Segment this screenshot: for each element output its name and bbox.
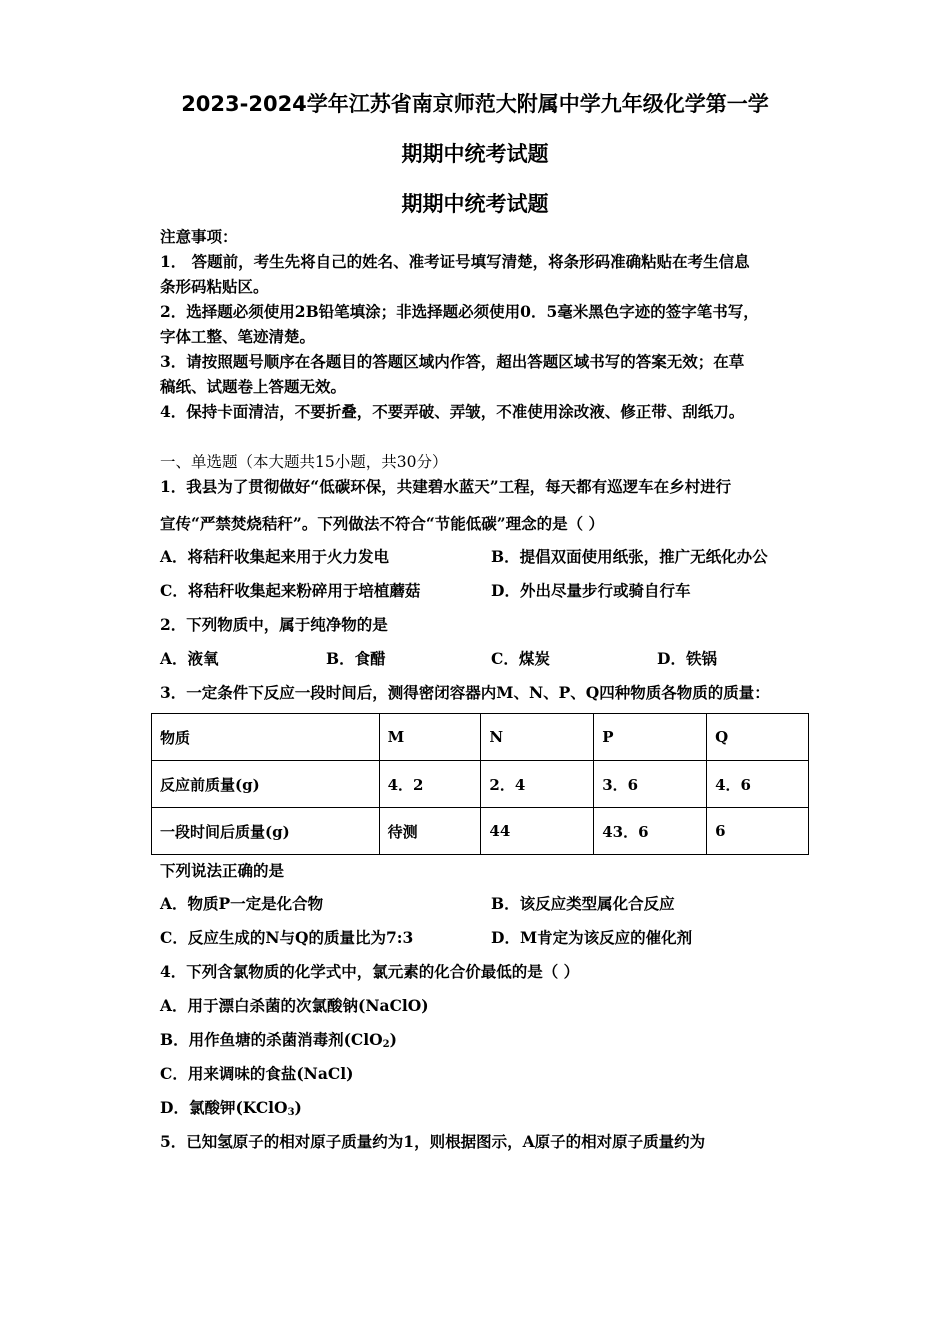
section-heading: 一、单选题（本大题共15小题，共30分） xyxy=(160,453,448,471)
exam-title-line2: 期期中统考试题 xyxy=(401,142,549,166)
table-cell: 43．6 xyxy=(594,808,707,855)
q4-option-d xyxy=(160,1098,302,1123)
q1-stem-cont: 宣传“严禁焚烧秸秆”。下列做法不符合“节能低碳”理念的是（ ） xyxy=(160,514,605,533)
table-cell: 6 xyxy=(707,808,809,855)
table-header-cell: P xyxy=(594,714,707,761)
table-cell: 待测 xyxy=(379,808,481,855)
notice-item-2-cont: 字体工整、笔迹清楚。 xyxy=(160,327,316,346)
q3-prompt: 下列说法正确的是 xyxy=(160,861,285,880)
q4-option-b-close: ) xyxy=(389,1030,397,1049)
q1-option-a: A．将秸秆收集起来用于火力发电 xyxy=(160,547,390,566)
table-cell: 4．6 xyxy=(707,761,809,808)
q2-option-d: D．铁锅 xyxy=(657,649,717,668)
table-cell: 3．6 xyxy=(594,761,707,808)
q2-option-b: B．食醋 xyxy=(326,649,386,668)
q4-option-d-subscript: 3 xyxy=(287,1107,295,1118)
table-header-cell: Q xyxy=(707,714,809,761)
q1-stem: 1．我县为了贯彻做好“低碳环保，共建碧水蓝天”工程，每天都有巡逻车在乡村进行 xyxy=(160,477,732,496)
q2-stem: 2．下列物质中，属于纯净物的是 xyxy=(160,615,388,634)
q1-option-b: B．提倡双面使用纸张，推广无纸化办公 xyxy=(491,547,768,566)
q3-mass-table xyxy=(151,713,809,855)
q5-stem: 5．已知氢原子的相对原子质量约为1，则根据图示，A原子的相对原子质量约为 xyxy=(160,1132,706,1151)
notice-item-4: 4．保持卡面清洁，不要折叠，不要弄破、弄皱，不准使用涂改液、修正带、刮纸刀。 xyxy=(160,402,745,421)
table-header-cell: N xyxy=(481,714,594,761)
q4-option-b-subscript: 2 xyxy=(382,1039,390,1050)
q2-option-a: A．液氧 xyxy=(160,649,219,668)
table-row xyxy=(152,761,809,808)
table-row xyxy=(152,714,809,761)
table-cell: 一段时间后质量(g) xyxy=(152,808,380,855)
q4-stem: 4．下列含氯物质的化学式中，氯元素的化合价最低的是（ ） xyxy=(160,962,580,981)
exam-title-line3: 期期中统考试题 xyxy=(401,192,549,216)
q4-option-c: C．用来调味的食盐(NaCl) xyxy=(160,1064,354,1083)
table-cell: 44 xyxy=(481,808,594,855)
q4-option-a: A．用于漂白杀菌的次氯酸钠(NaClO) xyxy=(160,996,429,1015)
q3-option-a: A．物质P一定是化合物 xyxy=(160,894,324,913)
q3-option-b: B．该反应类型属化合反应 xyxy=(491,894,675,913)
table-header-cell: M xyxy=(379,714,481,761)
q4-option-d-close: ) xyxy=(294,1098,302,1117)
q3-stem: 3．一定条件下反应一段时间后，测得密闭容器内M、N、P、Q四种物质各物质的质量： xyxy=(160,683,770,702)
notice-item-2: 2．选择题必须使用2B铅笔填涂；非选择题必须使用0．5毫米黑色字迹的签字笔书写， xyxy=(160,302,759,321)
q1-option-d: D．外出尽量步行或骑自行车 xyxy=(491,581,691,600)
table-cell: 2．4 xyxy=(481,761,594,808)
table-header-cell: 物质 xyxy=(152,714,380,761)
q4-option-b xyxy=(160,1030,397,1055)
q4-option-b-text: B．用作鱼塘的杀菌消毒剂(ClO xyxy=(160,1030,383,1049)
table-row xyxy=(152,808,809,855)
notice-item-3: 3．请按照题号顺序在各题目的答题区域内作答，超出答题区域书写的答案无效；在草 xyxy=(160,352,745,371)
notice-item-1: 1． 答题前，考生先将自己的姓名、准考证号填写清楚，将条形码准确粘贴在考生信息 xyxy=(160,252,750,271)
q4-option-d-text: D．氯酸钾(KClO xyxy=(160,1098,288,1117)
q3-option-d: D．M肯定为该反应的催化剂 xyxy=(491,928,693,947)
q3-option-c: C．反应生成的N与Q的质量比为7:3 xyxy=(160,928,414,947)
notice-item-1-cont: 条形码粘贴区。 xyxy=(160,277,269,296)
table-cell: 反应前质量(g) xyxy=(152,761,380,808)
q2-option-c: C．煤炭 xyxy=(491,649,550,668)
notice-heading: 注意事项： xyxy=(160,227,238,246)
exam-title-line1: 2023-2024学年江苏省南京师范大附属中学九年级化学第一学 xyxy=(181,92,769,116)
notice-item-3-cont: 稿纸、试题卷上答题无效。 xyxy=(160,377,347,396)
q1-option-c: C．将秸秆收集起来粉碎用于培植蘑菇 xyxy=(160,581,421,600)
table-cell: 4．2 xyxy=(379,761,481,808)
